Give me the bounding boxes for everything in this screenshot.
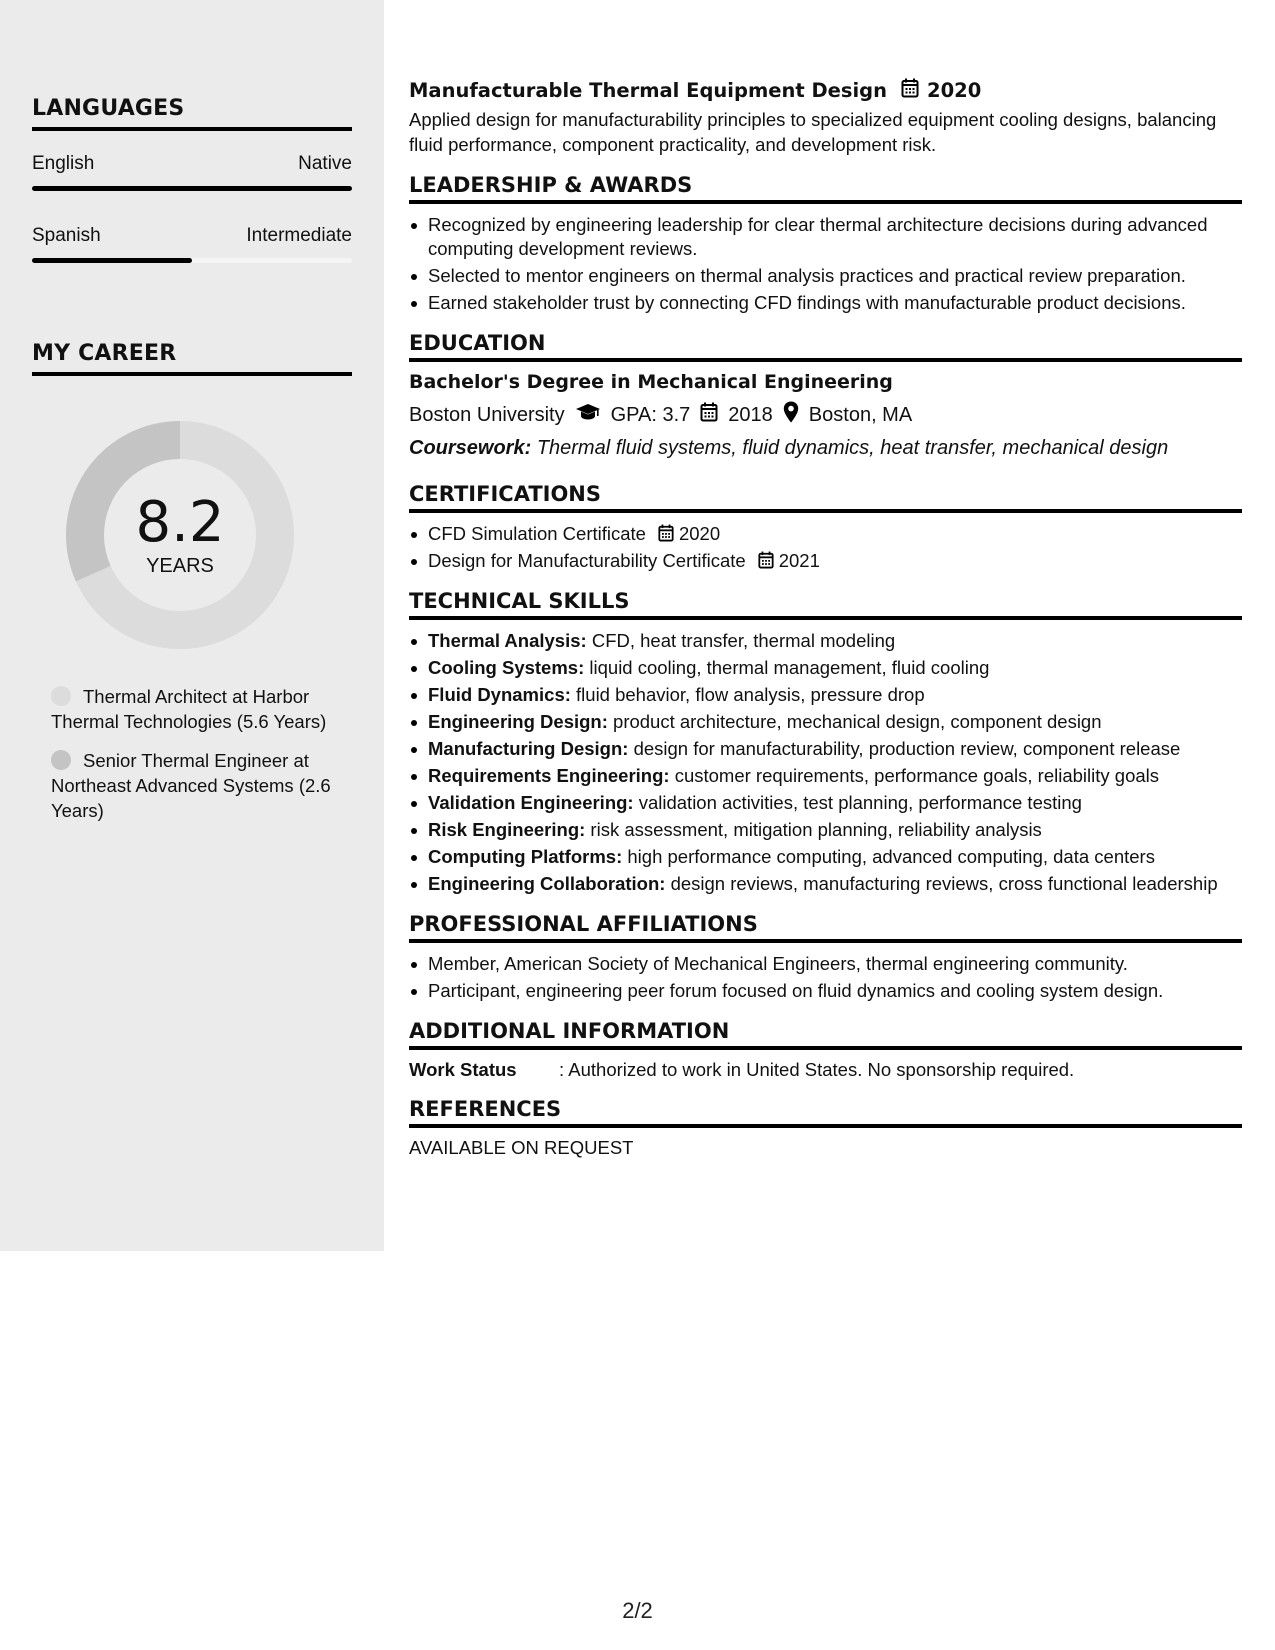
skill-item bbox=[409, 629, 1242, 653]
skill-value: design reviews, manufacturing reviews, cross functional leadership bbox=[670, 873, 1218, 894]
career-item-text: Senior Thermal Engineer at Northeast Advanced Systems (2.6 Years) bbox=[51, 750, 331, 821]
leadership-heading: LEADERSHIP & AWARDS bbox=[409, 173, 1242, 204]
skill-item bbox=[409, 656, 1242, 680]
skill-value: liquid cooling, thermal management, fluid cooling bbox=[589, 657, 990, 678]
career-legend-dot bbox=[51, 750, 71, 770]
career-total-value: 8.2 bbox=[135, 489, 225, 555]
language-proficiency-bar bbox=[32, 258, 352, 263]
work-status-row bbox=[409, 1059, 1242, 1081]
language-proficiency-fill bbox=[32, 186, 352, 191]
coursework-label: Coursework: bbox=[409, 437, 532, 459]
skill-label: Engineering Design: bbox=[428, 711, 608, 732]
skill-value: design for manufacturability, production review, component release bbox=[633, 738, 1181, 759]
skill-label: Thermal Analysis: bbox=[428, 630, 587, 651]
list-item: Earned stakeholder trust by connecting CFD findings with manufacturable product decisions. bbox=[409, 291, 1242, 315]
skill-value: fluid behavior, flow analysis, pressure drop bbox=[576, 684, 925, 705]
list-item bbox=[409, 522, 1242, 546]
education-location: Boston, MA bbox=[808, 403, 913, 426]
skill-item bbox=[409, 791, 1242, 815]
skill-item bbox=[409, 818, 1242, 842]
certification-year: 2020 bbox=[678, 523, 721, 544]
education-year: 2018 bbox=[728, 403, 773, 426]
calendar-icon bbox=[758, 551, 774, 569]
list-item: Member, American Society of Mechanical Engineers, thermal engineering community. bbox=[409, 952, 1242, 976]
skill-item bbox=[409, 737, 1242, 761]
language-proficiency-fill bbox=[32, 258, 192, 263]
map-pin-icon bbox=[783, 401, 799, 429]
skill-label: Validation Engineering: bbox=[428, 792, 634, 813]
sidebar bbox=[0, 0, 384, 1251]
graduation-cap-icon bbox=[575, 403, 601, 427]
list-item bbox=[409, 549, 1242, 573]
education-school: Boston University bbox=[409, 403, 565, 426]
coursework-text: Thermal fluid systems, fluid dynamics, heat transfer, mechanical design bbox=[536, 437, 1169, 459]
calendar-icon bbox=[700, 402, 718, 428]
language-level: Native bbox=[298, 153, 352, 174]
skill-item bbox=[409, 683, 1242, 707]
career-list bbox=[32, 684, 332, 823]
skill-label: Risk Engineering: bbox=[428, 819, 586, 840]
list-item: Recognized by engineering leadership for clear thermal architecture decisions during advanced computing development reviews. bbox=[409, 213, 1242, 261]
affiliations-list bbox=[409, 952, 1242, 1003]
skill-label: Computing Platforms: bbox=[428, 846, 623, 867]
language-name: English bbox=[32, 153, 95, 174]
language-level: Intermediate bbox=[246, 225, 352, 246]
language-proficiency-bar bbox=[32, 186, 352, 191]
language-name: Spanish bbox=[32, 225, 101, 246]
language-item bbox=[32, 153, 352, 191]
skill-item bbox=[409, 764, 1242, 788]
project-title: Manufacturable Thermal Equipment Design bbox=[409, 79, 888, 102]
project-entry bbox=[409, 78, 1242, 157]
work-status-value: : Authorized to work in United States. No sponsorship required. bbox=[559, 1059, 1075, 1080]
skill-label: Cooling Systems: bbox=[428, 657, 585, 678]
list-item: Selected to mentor engineers on thermal analysis practices and practical review preparation. bbox=[409, 264, 1242, 288]
calendar-icon bbox=[658, 524, 674, 542]
references-heading: REFERENCES bbox=[409, 1097, 1242, 1128]
languages-heading: LANGUAGES bbox=[32, 96, 352, 131]
career-donut-center bbox=[65, 420, 295, 650]
career-heading: MY CAREER bbox=[32, 341, 352, 376]
education-heading: EDUCATION bbox=[409, 331, 1242, 362]
certification-name: CFD Simulation Certificate bbox=[428, 523, 646, 544]
skill-value: customer requirements, performance goals, reliability goals bbox=[674, 765, 1160, 786]
leadership-list bbox=[409, 213, 1242, 315]
skill-label: Manufacturing Design: bbox=[428, 738, 629, 759]
education-meta bbox=[409, 401, 1242, 429]
skill-value: product architecture, mechanical design, component design bbox=[613, 711, 1102, 732]
certifications-heading: CERTIFICATIONS bbox=[409, 482, 1242, 513]
page-number: 2/2 bbox=[622, 1598, 653, 1623]
career-legend-dot bbox=[51, 686, 71, 706]
career-total-unit: YEARS bbox=[146, 554, 214, 577]
skill-label: Fluid Dynamics: bbox=[428, 684, 571, 705]
skill-value: risk assessment, mitigation planning, reliability analysis bbox=[590, 819, 1042, 840]
main-content bbox=[409, 78, 1242, 1159]
certifications-list bbox=[409, 522, 1242, 573]
skill-value: high performance computing, advanced computing, data centers bbox=[627, 846, 1155, 867]
skill-item bbox=[409, 872, 1242, 896]
career-donut-chart bbox=[65, 420, 295, 650]
skills-list bbox=[409, 629, 1242, 896]
certification-year: 2021 bbox=[778, 550, 820, 571]
additional-info-heading: ADDITIONAL INFORMATION bbox=[409, 1019, 1242, 1050]
work-status-label: Work Status bbox=[409, 1059, 517, 1080]
education-degree: Bachelor's Degree in Mechanical Engineering bbox=[409, 371, 893, 393]
affiliations-heading: PROFESSIONAL AFFILIATIONS bbox=[409, 912, 1242, 943]
certification-name: Design for Manufacturability Certificate bbox=[428, 550, 746, 571]
language-item bbox=[32, 225, 352, 263]
project-year: 2020 bbox=[927, 79, 982, 102]
skill-item bbox=[409, 845, 1242, 869]
references-text: AVAILABLE ON REQUEST bbox=[409, 1137, 634, 1158]
project-description: Applied design for manufacturability principles to specialized equipment cooling designs, balancing fluid performance, component practicality, and development risk. bbox=[409, 109, 1217, 155]
education-gpa: GPA: 3.7 bbox=[610, 403, 691, 426]
education-coursework bbox=[409, 437, 1242, 460]
skill-item bbox=[409, 710, 1242, 734]
skills-heading: TECHNICAL SKILLS bbox=[409, 589, 1242, 620]
calendar-icon bbox=[901, 78, 919, 103]
list-item: Participant, engineering peer forum focused on fluid dynamics and cooling system design. bbox=[409, 979, 1242, 1003]
skill-value: validation activities, test planning, performance testing bbox=[638, 792, 1082, 813]
career-item bbox=[51, 684, 332, 734]
career-item-text: Thermal Architect at Harbor Thermal Technologies (5.6 Years) bbox=[51, 686, 327, 732]
skill-label: Engineering Collaboration: bbox=[428, 873, 666, 894]
skill-label: Requirements Engineering: bbox=[428, 765, 670, 786]
career-item bbox=[51, 748, 332, 823]
skill-value: CFD, heat transfer, thermal modeling bbox=[591, 630, 896, 651]
